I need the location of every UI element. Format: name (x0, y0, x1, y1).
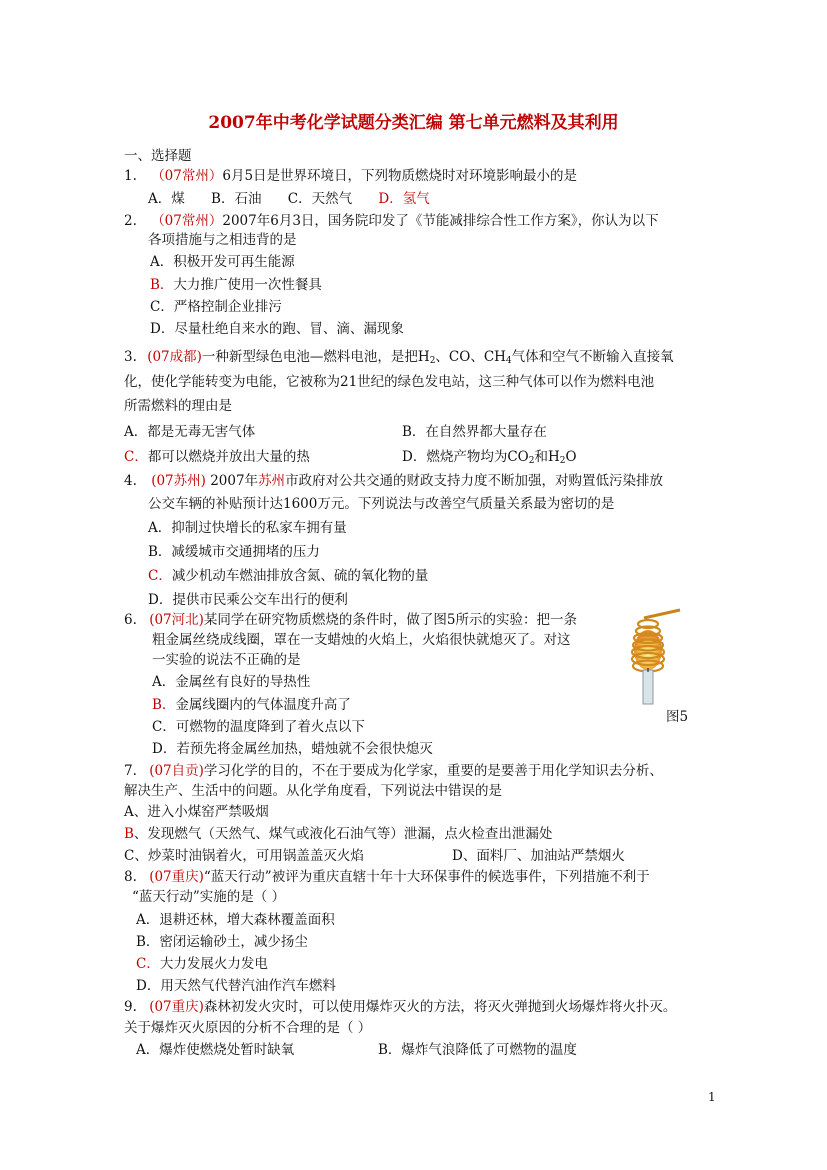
option-b: B．石油 (211, 191, 262, 207)
option-text: 都可以燃烧并放出大量的热 (147, 449, 310, 465)
question-number: 6. (124, 612, 137, 628)
question-text: 一种新型绿色电池—燃料电池，是把H (201, 349, 430, 365)
page-number: 1 (708, 1090, 716, 1104)
option-c: C．可燃物的温度降到了着火点以下 (152, 719, 365, 735)
question-9 (124, 998, 676, 1016)
question-source: (07成都) (147, 349, 202, 365)
option-d: D．氢气 (378, 191, 430, 207)
question-source: (07自贡) (149, 763, 204, 779)
option-text: D．燃烧产物均为CO (402, 449, 529, 465)
q1-options (148, 190, 430, 208)
question-source: (07重庆) (149, 869, 204, 885)
option-text: 金属线圈内的气体温度升高了 (175, 697, 351, 713)
section-heading: 一、选择题 (124, 148, 192, 164)
question-number: 2. (124, 213, 137, 229)
option-c (148, 567, 428, 585)
question-7 (124, 762, 663, 780)
question-text: 、CO、CH (435, 349, 506, 365)
candle-coil-figure (622, 608, 682, 708)
question-text: 森林初发火灾时，可以使用爆炸灭火的方法，将灭火弹抛到火场爆炸将火扑灭。 (203, 999, 677, 1015)
question-text-highlight: 苏州 (258, 473, 286, 489)
option-text: O (565, 449, 577, 465)
question-number: 4. (124, 473, 137, 489)
question-number: 3. (124, 349, 137, 365)
question-source: (07苏州) (151, 473, 206, 489)
question-number: 7. (124, 763, 137, 779)
question-source: （07常州） (151, 213, 223, 229)
question-text-line: 解决生产、生活中的问题。从化学角度看，下列说法中错误的是 (124, 783, 502, 799)
question-text: “蓝天行动”被评为重庆直辖十年十大环保事件的候选事件，下列措施不利于 (203, 869, 650, 885)
question-text-line: 化，使化学能转变为电能，它被称为21世纪的绿色发电站，这三种气体可以作为燃料电池 (124, 374, 655, 390)
subscript: 2 (559, 456, 566, 466)
option-c (124, 448, 310, 466)
question-text: 学习化学的目的，不在于要成为化学家，重要的是要善于用化学知识去分析、 (203, 763, 663, 779)
question-text: 气体和空气不断输入直接氧 (511, 349, 674, 365)
option-c: C、炒菜时油锅着火，可用锅盖盖灭火焰 (124, 848, 364, 864)
question-source: (07河北) (149, 612, 204, 628)
question-number: 9. (124, 999, 137, 1015)
option-letter: B (124, 826, 134, 842)
question-3 (124, 348, 674, 366)
option-text: 和H (534, 449, 560, 465)
question-text-line: “蓝天行动”实施的是（ ） (132, 889, 286, 905)
question-2 (124, 212, 659, 230)
option-a: A．煤 (148, 191, 185, 207)
question-text-line: 所需燃料的理由是 (124, 398, 232, 414)
option-a: A、进入小煤窑严禁吸烟 (124, 804, 269, 820)
option-d: D．提供市民乘公交车出行的便利 (148, 592, 348, 608)
question-6 (124, 611, 577, 629)
option-letter: B． (152, 697, 176, 713)
option-a: A．金属丝有良好的导热性 (152, 674, 311, 690)
option-d: D、面料厂、加油站严禁烟火 (452, 848, 625, 864)
option-text: 减少机动车燃油排放含氮、硫的氧化物的量 (171, 568, 429, 584)
question-text: 2007年 (205, 473, 259, 489)
subscript: 4 (505, 356, 512, 366)
question-4 (124, 472, 663, 490)
option-a: A．爆炸使燃烧处暂时缺氧 (136, 1042, 295, 1058)
option-d: D．用天然气代替汽油作汽车燃料 (136, 978, 336, 994)
option-text: 大力推广使用一次性餐具 (173, 277, 322, 293)
question-source: (07重庆) (149, 999, 204, 1015)
option-a: A．抑制过快增长的私家车拥有量 (148, 520, 347, 536)
option-b: B．在自然界都大量存在 (402, 424, 547, 440)
question-text: 市政府对公共交通的财政支持力度不断加强，对购置低污染排放 (285, 473, 664, 489)
question-text-line: 公交车辆的补贴预计达1600万元。下列说法与改善空气质量关系最为密切的是 (148, 496, 615, 512)
page-title: 2007年中考化学试题分类汇编 第七单元燃料及其利用 (208, 113, 619, 133)
option-b: B．爆炸气浪降低了可燃物的温度 (378, 1042, 577, 1058)
question-number: 8. (124, 869, 137, 885)
figure-caption: 图5 (666, 709, 689, 725)
question-text-line: 粗金属丝绕成线圈，罩在一支蜡烛的火焰上，火焰很快就熄灭了。对这 (152, 632, 571, 648)
option-b (150, 276, 322, 294)
option-text: 、发现燃气（天然气、煤气或液化石油气等）泄漏，点火检查出泄漏处 (133, 826, 553, 842)
option-c: C．天然气 (287, 191, 353, 207)
option-letter: C． (148, 568, 172, 584)
question-number: 1. (124, 168, 137, 184)
question-text-line: 各项措施与之相违背的是 (148, 232, 297, 248)
option-b (152, 696, 351, 714)
option-d: D．尽量杜绝自来水的跑、冒、滴、漏现象 (150, 321, 404, 337)
question-text: 某同学在研究物质燃烧的条件时，做了图5所示的实验：把一条 (203, 612, 577, 628)
question-text-line: 关于爆炸灭火原因的分析不合理的是（ ） (124, 1020, 372, 1036)
option-letter: C． (124, 449, 148, 465)
question-1 (124, 167, 577, 185)
option-text: 大力发展火力发电 (159, 956, 268, 972)
option-b: B．减缓城市交通拥堵的压力 (148, 544, 320, 560)
option-d: D．若预先将金属丝加热，蜡烛就不会很快熄灭 (152, 741, 433, 757)
option-a: A．都是无毒无害气体 (124, 424, 256, 440)
option-b: B．密闭运输砂土，减少扬尘 (136, 934, 308, 950)
question-source: （07常州） (151, 168, 223, 184)
question-text: 2007年6月3日，国务院印发了《节能减排综合性工作方案》，你认为以下 (222, 213, 659, 229)
option-letter: B． (150, 277, 174, 293)
subscript: 2 (429, 356, 436, 366)
option-a: A．积极开发可再生能源 (150, 254, 295, 270)
option-letter: C． (136, 956, 160, 972)
question-text: 6月5日是世界环境日，下列物质燃烧时对环境影响最小的是 (222, 168, 578, 184)
option-b (124, 825, 552, 843)
question-text-line: 一实验的说法不正确的是 (152, 652, 301, 668)
question-8 (124, 868, 650, 886)
subscript: 2 (528, 456, 535, 466)
option-c: C．严格控制企业排污 (150, 299, 282, 315)
option-a: A．退耕还林，增大森林覆盖面积 (136, 912, 335, 928)
option-c (136, 955, 268, 973)
option-d (402, 448, 577, 466)
